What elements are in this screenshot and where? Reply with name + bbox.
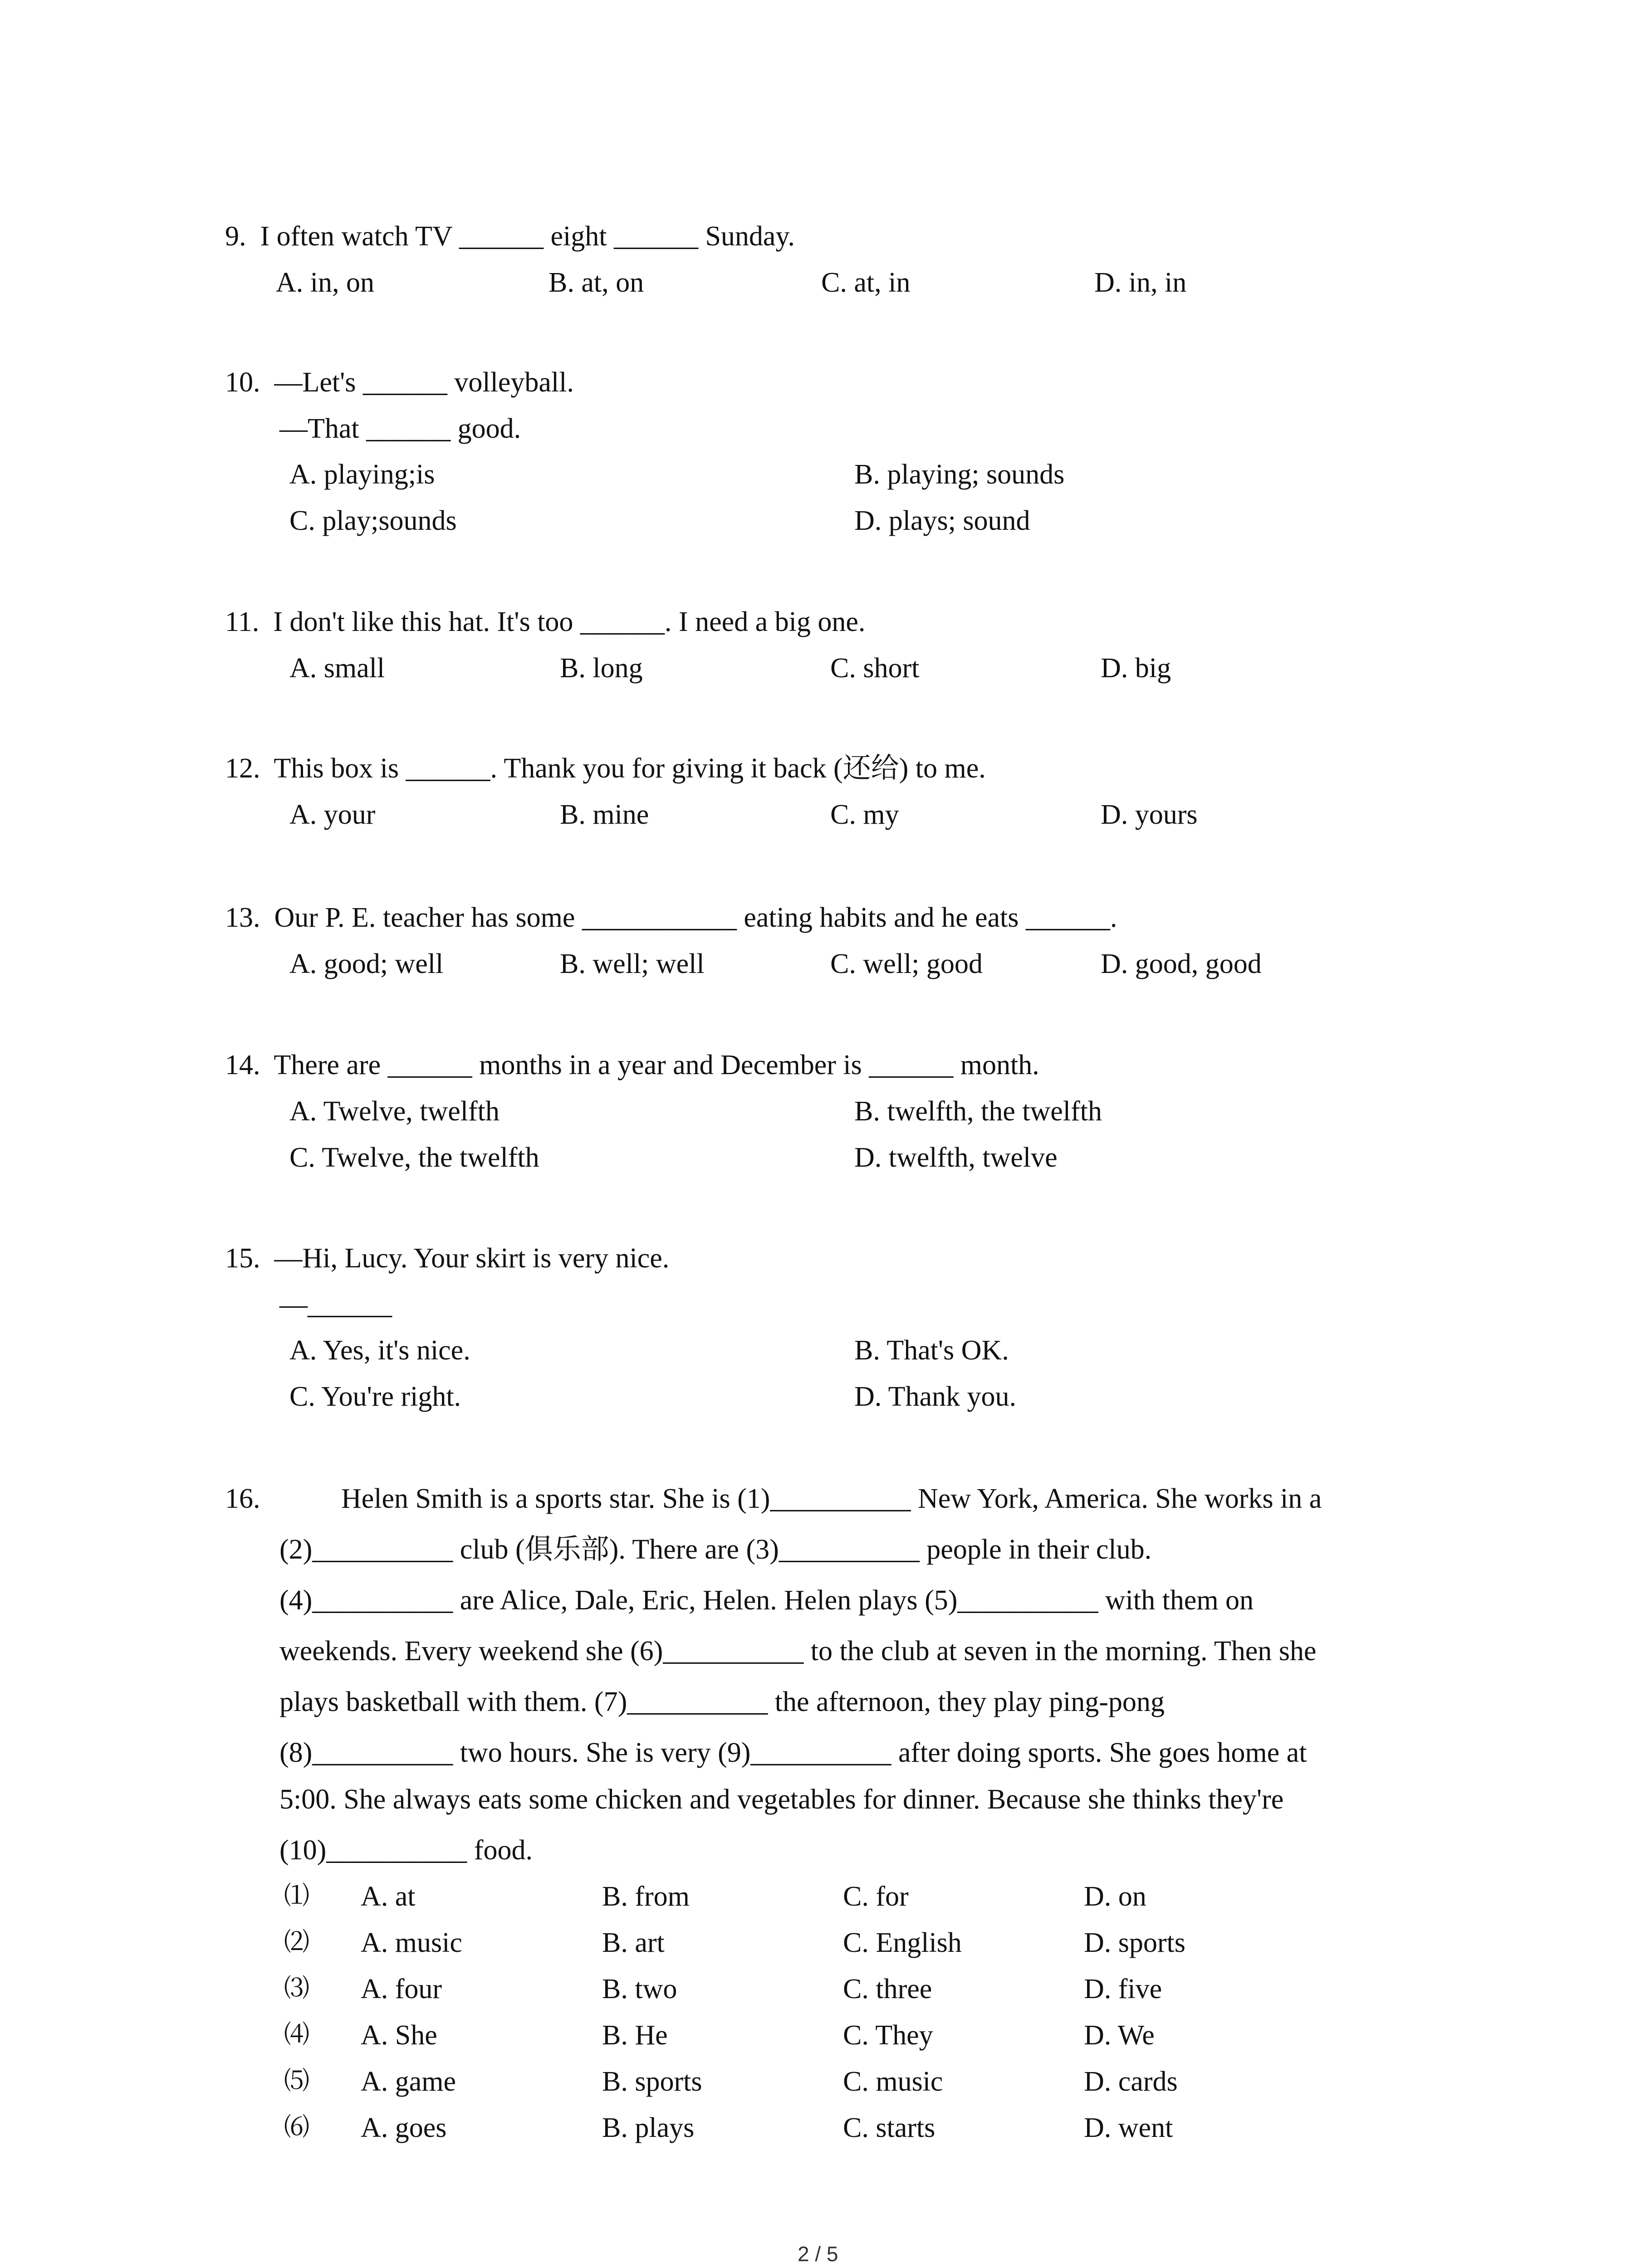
- cloze-item-3-number: ⑶: [284, 1974, 309, 2003]
- question-13-stem: 13. Our P. E. teacher has some ___________ eating habits and he eats ______.: [225, 902, 1117, 933]
- cloze-item-1-number: ⑴: [284, 1881, 309, 1911]
- question-15-option-c: C. You're right.: [289, 1381, 461, 1412]
- question-11-stem: 11. I don't like this hat. It's too ______. I need a big one.: [225, 606, 866, 637]
- cloze-item-5-option-a: A. game: [361, 2066, 456, 2097]
- question-12-stem: 12. This box is ______. Thank you for giving it back (还给) to me.: [225, 753, 986, 784]
- question-14-stem: 14. There are ______ months in a year and December is ______ month.: [225, 1050, 1039, 1080]
- question-15-option-b: B. That's OK.: [854, 1335, 1009, 1366]
- question-9-option-b: B. at, on: [549, 267, 644, 298]
- cloze-item-6-number: ⑹: [284, 2112, 309, 2142]
- cloze-item-4-option-a: A. She: [361, 2020, 437, 2051]
- question-14-option-c: C. Twelve, the twelfth: [289, 1142, 539, 1173]
- cloze-passage-line-4: weekends. Every weekend she (6)__________ to the club at seven in the morning. Then she: [279, 1636, 1317, 1667]
- question-13-option-b: B. well; well: [560, 948, 705, 979]
- question-13-option-a: A. good; well: [289, 948, 444, 979]
- cloze-passage-line-6: (8)__________ two hours. She is very (9)__________ after doing sports. She goes home at: [279, 1737, 1307, 1768]
- cloze-passage-line-1: Helen Smith is a sports star. She is (1)__________ New York, America. She works in a: [341, 1483, 1322, 1514]
- question-16-number: 16.: [225, 1483, 260, 1514]
- question-14-option-a: A. Twelve, twelfth: [289, 1096, 500, 1127]
- cloze-item-3-option-c: C. three: [843, 1974, 932, 2004]
- cloze-item-2-number: ⑵: [284, 1927, 309, 1957]
- cloze-item-3-option-a: A. four: [361, 1974, 442, 2004]
- question-12-option-c: C. my: [830, 799, 899, 830]
- question-10-option-a: A. playing;is: [289, 459, 435, 490]
- cloze-passage-line-5: plays basketball with them. (7)__________ the afternoon, they play ping-pong: [279, 1686, 1165, 1717]
- question-12-option-d: D. yours: [1101, 799, 1198, 830]
- cloze-item-6-option-c: C. starts: [843, 2112, 936, 2143]
- question-15-option-d: D. Thank you.: [854, 1381, 1017, 1412]
- page-number: 2 / 5: [798, 2242, 838, 2266]
- question-11-option-d: D. big: [1101, 653, 1171, 684]
- cloze-item-1-option-b: B. from: [602, 1881, 690, 1912]
- question-10-stem: 10. —Let's ______ volleyball.: [225, 367, 574, 398]
- question-13-option-d: D. good, good: [1101, 948, 1262, 979]
- question-9-option-a: A. in, on: [276, 267, 374, 298]
- cloze-item-3-option-b: B. two: [602, 1974, 677, 2004]
- question-11-option-c: C. short: [830, 653, 920, 684]
- cloze-passage-line-2: (2)__________ club (俱乐部). There are (3)__________ people in their club.: [279, 1534, 1152, 1565]
- cloze-item-3-option-d: D. five: [1084, 1974, 1162, 2004]
- question-11-option-a: A. small: [289, 653, 385, 684]
- cloze-item-2-option-b: B. art: [602, 1927, 665, 1958]
- cloze-item-5-option-b: B. sports: [602, 2066, 702, 2097]
- question-14-option-b: B. twelfth, the twelfth: [854, 1096, 1102, 1127]
- question-10-option-c: C. play;sounds: [289, 505, 457, 536]
- question-11-option-b: B. long: [560, 653, 643, 684]
- cloze-item-1-option-c: C. for: [843, 1881, 909, 1912]
- cloze-item-6-option-d: D. went: [1084, 2112, 1173, 2143]
- cloze-item-1-option-d: D. on: [1084, 1881, 1146, 1912]
- question-15-stem: 15. —Hi, Lucy. Your skirt is very nice.: [225, 1243, 670, 1274]
- cloze-item-5-option-c: C. music: [843, 2066, 943, 2097]
- question-15-stem-reply: —______: [279, 1289, 392, 1320]
- cloze-item-2-option-a: A. music: [361, 1927, 462, 1958]
- question-12-option-a: A. your: [289, 799, 376, 830]
- question-13-option-c: C. well; good: [830, 948, 983, 979]
- cloze-passage-line-7: 5:00. She always eats some chicken and vegetables for dinner. Because she thinks they're: [279, 1784, 1284, 1815]
- cloze-item-5-option-d: D. cards: [1084, 2066, 1178, 2097]
- cloze-item-2-option-c: C. English: [843, 1927, 962, 1958]
- cloze-passage-line-8: (10)__________ food.: [279, 1835, 533, 1866]
- cloze-passage-line-3: (4)__________ are Alice, Dale, Eric, Helen. Helen plays (5)__________ with them on: [279, 1585, 1254, 1616]
- question-10-option-d: D. plays; sound: [854, 505, 1030, 536]
- cloze-item-2-option-d: D. sports: [1084, 1927, 1185, 1958]
- cloze-item-4-option-d: D. We: [1084, 2020, 1155, 2051]
- cloze-item-5-number: ⑸: [284, 2066, 309, 2096]
- cloze-item-6-option-a: A. goes: [361, 2112, 447, 2143]
- question-9-option-c: C. at, in: [821, 267, 911, 298]
- cloze-item-4-number: ⑷: [284, 2020, 309, 2049]
- question-15-option-a: A. Yes, it's nice.: [289, 1335, 470, 1366]
- question-14-option-d: D. twelfth, twelve: [854, 1142, 1058, 1173]
- cloze-item-4-option-c: C. They: [843, 2020, 933, 2051]
- question-10-stem-reply: —That ______ good.: [279, 413, 521, 444]
- cloze-item-4-option-b: B. He: [602, 2020, 668, 2051]
- question-9-stem: 9. I often watch TV ______ eight ______ Sunday.: [225, 221, 795, 252]
- question-10-option-b: B. playing; sounds: [854, 459, 1065, 490]
- cloze-item-1-option-a: A. at: [361, 1881, 416, 1912]
- question-9-option-d: D. in, in: [1094, 267, 1187, 298]
- cloze-item-6-option-b: B. plays: [602, 2112, 695, 2143]
- question-12-option-b: B. mine: [560, 799, 649, 830]
